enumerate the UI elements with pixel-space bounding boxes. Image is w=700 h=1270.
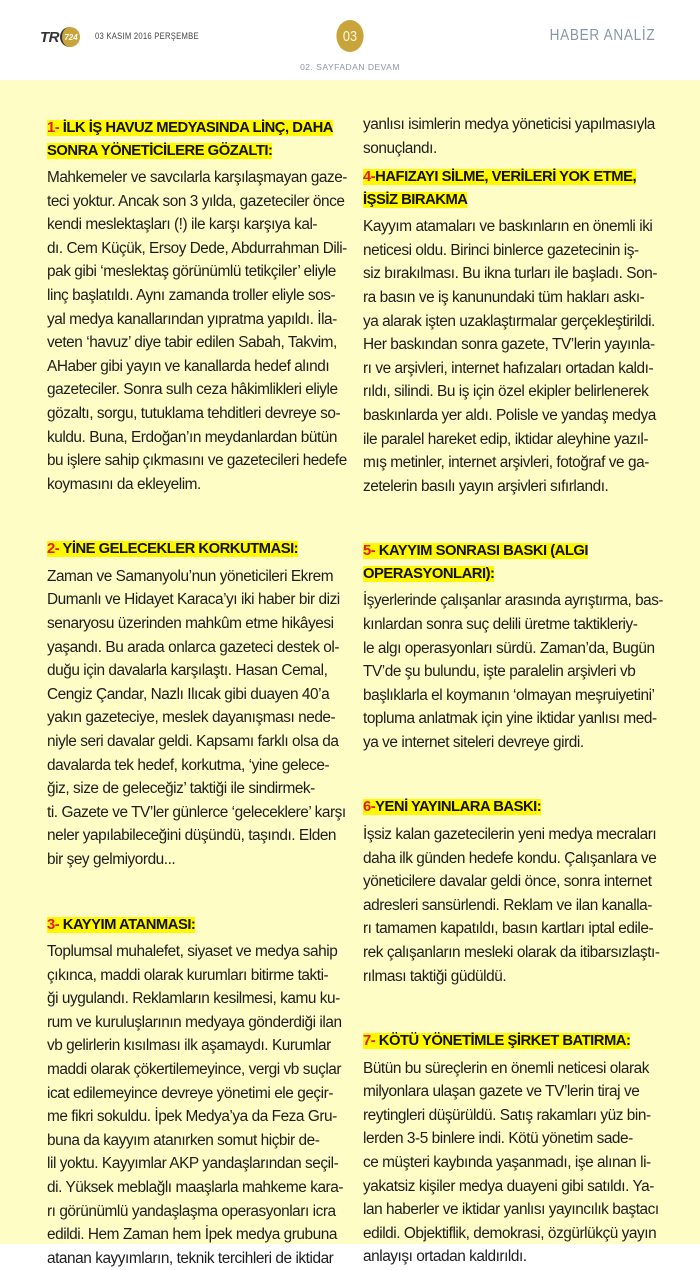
body-line: ile paralel hareket edip, iktidar aleyhine yazıl- bbox=[363, 430, 649, 448]
body-line: lerden 3-5 binlere indi. Kötü yönetim sade- bbox=[363, 1130, 633, 1148]
section-body-3-continued bbox=[363, 113, 663, 160]
body-line: reytingleri düşürüldü. Satış rakamları yüz bin- bbox=[363, 1106, 651, 1124]
section-body-4 bbox=[363, 215, 663, 498]
body-line: yaşandı. Bu arada onlarca gazeteci destek ol- bbox=[47, 638, 340, 656]
body-line: niyle seri davalar geldi. Kapsamı farklı olsa da bbox=[47, 732, 339, 750]
logo-badge: 724 bbox=[60, 27, 80, 47]
body-line: anlayışı ortadan kaldırıldı. bbox=[363, 1248, 527, 1266]
body-line: bir şey gelmiyordu... bbox=[47, 850, 176, 868]
section-body-7 bbox=[363, 1057, 663, 1269]
body-line: linç başlatıldı. Aynı zamanda troller eliyle sos- bbox=[47, 286, 336, 304]
body-line: milyonlara ulaşan gazete ve TV’lerin tiraj ve bbox=[363, 1083, 640, 1101]
heading-line: KAYYIM ATANMASI: bbox=[59, 916, 196, 933]
heading-line: İLK İŞ HAVUZ MEDYASINDA LİNÇ, DAHA bbox=[59, 120, 333, 136]
continued-from-label: 02. SAYFADAN DEVAM bbox=[300, 62, 400, 72]
body-line: başlıklarla el koymanın ‘olmayan meşruiyetini’ bbox=[363, 686, 655, 704]
section-heading-4 bbox=[363, 166, 663, 211]
body-line: gözaltı, sorgu, tutuklama tehditleri devreye so- bbox=[47, 404, 341, 422]
body-line: Bütün bu süreçlerin en önemli neticesi olarak bbox=[363, 1059, 650, 1077]
body-line: Cengiz Çandar, Nazlı Ilıcak gibi duayen 40’a bbox=[47, 685, 330, 703]
body-line: neler yapılabileceğini düşündü, taşındı. Elden bbox=[47, 827, 337, 845]
body-line: Mahkemeler ve savcılarla karşılaşmayan gaze- bbox=[47, 169, 347, 186]
body-line: duğu için davalarla karşılaştı. Hasan Cemal, bbox=[47, 662, 328, 680]
body-line: yal medya kanallarından yıpratma yapıldı. İla- bbox=[47, 310, 337, 328]
body-line: kınlardan sonra suç delili üretme taktikleriy- bbox=[363, 615, 638, 633]
body-line: çıkınca, maddi olarak kurumları bitirme takti- bbox=[47, 966, 329, 984]
body-line: rı ve arşivleri, internet hafızaları ortadan kaldı- bbox=[363, 359, 654, 377]
section-title: HABER ANALİZ bbox=[549, 27, 655, 44]
body-line: sonuçlandı. bbox=[363, 139, 437, 157]
body-line: ti. Gazete ve TV’ler günlerce ‘geleceklere’ karşı bbox=[47, 803, 346, 821]
body-line: edildi. Hem Zaman hem İpek medya grubuna bbox=[47, 1226, 337, 1244]
body-line: topluma anlatmak için yine iktidar yanlısı med- bbox=[363, 710, 657, 728]
heading-line: YİNE GELECEKLER KORKUTMASI: bbox=[59, 541, 299, 558]
section-heading-5 bbox=[363, 540, 663, 585]
body-line: dı. Cem Küçük, Ersoy Dede, Abdurrahman Dili- bbox=[47, 239, 347, 257]
body-line: davalarda tek hedef, korkutma, ‘yine gelece- bbox=[47, 756, 330, 774]
body-line: vb gelirlerin kısılması ilk aşamaydı. Kurumlar bbox=[47, 1037, 331, 1055]
body-line: ği uygulandı. Reklamların kesilmesi, kamu ku- bbox=[47, 990, 340, 1008]
body-line: Her baskından sonra gazete, TV’lerin yayınla- bbox=[363, 336, 655, 354]
section-number: 6- bbox=[363, 799, 376, 816]
section-number: 5- bbox=[363, 543, 376, 560]
body-line: siz bırakılması. Bu ikna turları ile başladı. Son- bbox=[363, 265, 657, 283]
page-number-badge: 03 bbox=[336, 20, 363, 52]
section-body-6 bbox=[363, 823, 663, 988]
heading-line: İŞSİZ BIRAKMA bbox=[363, 191, 468, 208]
section-number: 1- bbox=[47, 120, 60, 136]
body-line: me fikri sokuldu. İpek Medya’ya da Feza Gru- bbox=[47, 1108, 337, 1126]
body-line: pak gibi ‘meslektaş görünümlü tetikçiler’ eliyle bbox=[47, 263, 336, 281]
body-line: rek çalışanların mesleki olarak da itibarsızlaştı- bbox=[363, 943, 660, 961]
body-line: rum ve kuruluşlarının medyaya gönderdiği ilan bbox=[47, 1013, 342, 1031]
section-body-5 bbox=[363, 589, 663, 754]
body-line: bu işlere sahip çıkmasını ve gazetecileri hedefe bbox=[47, 452, 347, 470]
body-line: baskınlarda yer aldı. Polisle ve yandaş medya bbox=[363, 406, 656, 424]
body-line: icat edilemeyince devreye yönetimi ele geçir- bbox=[47, 1084, 333, 1102]
body-line: Dumanlı ve Hidayet Karaca’yı iki haber bir dizi bbox=[47, 591, 340, 609]
section-number: 3- bbox=[47, 916, 60, 933]
body-line: di. Yüksek meblağlı maaşlarla mahkeme kara- bbox=[47, 1178, 344, 1196]
body-line: lan haberler ve iktidar yanlısı yayıncılık baştacı bbox=[363, 1201, 659, 1219]
body-line: zetelerin basılı yayın arşivleri sıfırlandı. bbox=[363, 477, 609, 495]
body-line: lil yoktu. Kayyımlar AKP yandaşlarından seçil- bbox=[47, 1155, 339, 1173]
body-line: teci yoktur. Ancak son 3 yılda, gazeteciler önce bbox=[47, 192, 345, 210]
section-heading-7 bbox=[363, 1030, 663, 1053]
body-line: kendi meslektaşları (!) ile karşı karşıya kal- bbox=[47, 216, 318, 234]
section-number: 4- bbox=[363, 169, 376, 186]
body-line: daha ilk günden hedefe kondu. Çalışanlara ve bbox=[363, 849, 657, 867]
body-line: ce müşteri kaybında yaşanmadı, işe alınan li- bbox=[363, 1154, 651, 1171]
body-line: yakın gazeteciye, meslek dayanışması nede- bbox=[47, 709, 336, 727]
heading-line: HAFIZAYI SİLME, VERİLERİ YOK ETME, bbox=[375, 169, 637, 186]
body-line: AHaber gibi yayın ve kanallarda hedef alındı bbox=[47, 357, 330, 375]
body-line: buna da kayyım atanırken somut hiçbir de- bbox=[47, 1131, 320, 1149]
body-line: maddi olarak çökertilemeyince, vergi vb suçlar bbox=[47, 1061, 342, 1078]
body-line: ya ve internet siteleri devreye girdi. bbox=[363, 733, 584, 751]
body-line: yöneticilere davalar geldi önce, sonra internet bbox=[363, 873, 652, 891]
body-line: rılması taktiği güdüldü. bbox=[363, 967, 507, 985]
body-line: kuldu. Buna, Erdoğan’ın meydanlardan bütün bbox=[47, 428, 337, 446]
section-heading-2 bbox=[47, 538, 347, 561]
heading-line: SONRA YÖNETİCİLERE GÖZALTI: bbox=[47, 142, 273, 159]
body-line: İşyerlerinde çalışanlar arasında ayrıştırma, bas- bbox=[363, 592, 663, 610]
body-line: neticesi oldu. Birinci binlerce gazetecinin iş- bbox=[363, 241, 639, 259]
body-line: gazeteciler. Sonra sulh ceza hâkimlikleri eliyle bbox=[47, 381, 338, 399]
body-line: koymasını da ekleyelim. bbox=[47, 475, 201, 493]
page-header bbox=[0, 0, 700, 80]
tr724-logo bbox=[40, 28, 80, 46]
article-column-left bbox=[47, 117, 347, 1270]
section-number: 2- bbox=[47, 541, 60, 558]
body-line: rı görünümlü yandaşlaşma operasyonları icra bbox=[47, 1202, 336, 1220]
section-body-2 bbox=[47, 565, 347, 872]
body-line: Kayyım atamaları ve baskınların en önemli iki bbox=[363, 218, 653, 236]
body-line: rıldı, silindi. Bu iş için özel ekipler belirlenerek bbox=[363, 383, 649, 401]
section-heading-3 bbox=[47, 914, 347, 937]
heading-line: KÖTÜ YÖNETİMLE ŞİRKET BATIRMA: bbox=[375, 1033, 631, 1050]
section-number: 7- bbox=[363, 1033, 376, 1050]
body-line: adresleri sansürlendi. Reklam ve ilan kanalla- bbox=[363, 896, 652, 914]
body-line: TV’de şu bulundu, işte paralelin arşivleri vb bbox=[363, 663, 636, 681]
body-line: ya alarak işten uzaklaştırmalar gerçekleştirildi. bbox=[363, 312, 655, 330]
section-body-3 bbox=[47, 940, 347, 1270]
body-line: atanan kayyımların, teknik tercihleri de iktidar bbox=[47, 1249, 334, 1267]
body-line: veten ‘havuz’ diye tabir edilen Sabah, Takvim, bbox=[47, 334, 337, 352]
body-line: ğiz, size de geleceğiz’ taktiği ile sindirmek- bbox=[47, 780, 315, 798]
body-line: yakatsiz kişiler medya duayeni gibi satıldı. Ya- bbox=[363, 1177, 654, 1195]
body-line: senaryosu üzerinden mahkûm etme hikâyesi bbox=[47, 615, 334, 632]
body-line: yanlısı isimlerin medya yöneticisi yapılmasıyla bbox=[363, 116, 655, 133]
section-heading-1 bbox=[47, 117, 347, 162]
section-heading-6 bbox=[363, 796, 663, 819]
body-line: ra basın ve iş kanunundaki tüm hakları askı- bbox=[363, 288, 645, 306]
logo-text: TR bbox=[40, 28, 59, 46]
article-column-right bbox=[363, 113, 663, 1269]
body-line: Zaman ve Samanyolu’nun yöneticileri Ekrem bbox=[47, 567, 334, 585]
heading-line: KAYYIM SONRASI BASKI (ALGI bbox=[375, 543, 589, 560]
body-line: Toplumsal muhalefet, siyaset ve medya sahip bbox=[47, 943, 338, 961]
body-line: le algı operasyonları sürdü. Zaman’da, Bugün bbox=[363, 639, 655, 657]
body-line: İşsiz kalan gazetecilerin yeni medya mecraları bbox=[363, 825, 657, 843]
body-line: rı tamamen kapatıldı, basın kartları iptal edile- bbox=[363, 920, 654, 938]
issue-date: 03 KASIM 2016 PERŞEMBE bbox=[95, 31, 199, 41]
body-line: mış metinler, internet arşivleri, fotoğraf ve ga- bbox=[363, 454, 649, 472]
body-line: edildi. Objektiflik, demokrasi, özgürlükçü yayın bbox=[363, 1224, 657, 1242]
heading-line: YENİ YAYINLARA BASKI: bbox=[375, 799, 542, 816]
heading-line: OPERASYONLARI): bbox=[363, 565, 495, 582]
section-body-1 bbox=[47, 166, 347, 496]
